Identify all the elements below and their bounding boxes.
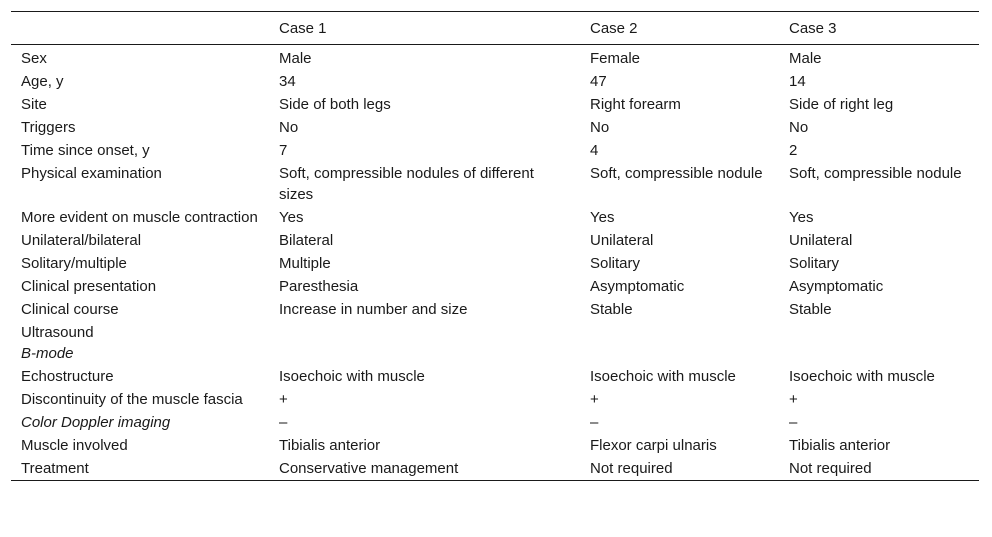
row-label: Triggers	[21, 119, 76, 136]
cell-case-3: 2	[789, 142, 798, 159]
cell-case-2: Right forearm	[590, 96, 681, 113]
cell-case-1: +	[279, 391, 288, 408]
cell-case-3: Solitary	[789, 255, 840, 272]
row-label: Echostructure	[21, 368, 114, 385]
cell-case-3: Tibialis anterior	[789, 437, 891, 454]
cell-case-1: Tibialis anterior	[279, 437, 381, 454]
clinical-cases-table	[11, 11, 979, 481]
row-label: More evident on muscle contraction	[21, 209, 258, 226]
cell-case-3: +	[789, 391, 798, 408]
cell-case-1: Conservative management	[279, 460, 459, 477]
row-label: Sex	[21, 50, 47, 67]
cell-case-2: Stable	[590, 301, 633, 318]
cell-case-2: Female	[590, 50, 641, 67]
table-row-age	[11, 70, 979, 93]
cell-case-3: 14	[789, 73, 806, 90]
cell-case-3	[779, 321, 979, 365]
cell-case-1: Soft, compressible nodules of different sizes	[279, 165, 534, 203]
table-row-sex	[11, 45, 979, 71]
cell-case-3: Unilateral	[789, 232, 853, 249]
cell-case-2: –	[590, 414, 599, 431]
table-row-color-doppler	[11, 411, 979, 434]
cell-case-3: Not required	[789, 460, 872, 477]
table-row-clinical-course	[11, 298, 979, 321]
subsection-label-b-mode: B-mode	[21, 345, 74, 362]
row-label: Physical examination	[21, 165, 162, 182]
cell-case-3: Yes	[789, 209, 814, 226]
cell-case-3: Side of right leg	[789, 96, 894, 113]
cell-case-2: Solitary	[590, 255, 641, 272]
header-cell-case-3: Case 3	[789, 19, 837, 37]
cell-case-1: Paresthesia	[279, 278, 359, 295]
table-row-muscle-involved	[11, 434, 979, 457]
cell-case-3: –	[789, 414, 798, 431]
row-label: Time since onset, y	[21, 142, 150, 159]
cell-case-2: Yes	[590, 209, 615, 226]
cell-case-3: Isoechoic with muscle	[789, 368, 935, 385]
cell-case-2: Flexor carpi ulnaris	[590, 437, 717, 454]
cell-case-1: Multiple	[279, 255, 331, 272]
cell-case-1: Bilateral	[279, 232, 334, 249]
cell-case-1: Isoechoic with muscle	[279, 368, 425, 385]
cell-case-1	[269, 321, 580, 365]
row-label: Site	[21, 96, 47, 113]
row-label: Age, y	[21, 73, 64, 90]
cell-case-1: Increase in number and size	[279, 301, 468, 318]
cell-case-3: Asymptomatic	[789, 278, 884, 295]
table-row-physical-examination	[11, 162, 979, 206]
cell-case-1: Yes	[279, 209, 304, 226]
table-row-clinical-presentation	[11, 275, 979, 298]
table-row-triggers	[11, 116, 979, 139]
cell-case-2: No	[590, 119, 610, 136]
cell-case-3: No	[789, 119, 809, 136]
header-row	[11, 12, 979, 45]
table-row-ultrasound	[11, 321, 979, 365]
cell-case-1: 7	[279, 142, 288, 159]
row-label: Clinical presentation	[21, 278, 157, 295]
row-label: Solitary/multiple	[21, 255, 127, 272]
cell-case-1: 34	[279, 73, 296, 90]
cell-case-2: Isoechoic with muscle	[590, 368, 736, 385]
cell-case-2: Unilateral	[590, 232, 654, 249]
cell-case-2: Not required	[590, 460, 673, 477]
cell-case-1: Male	[279, 50, 312, 67]
cell-case-1: Side of both legs	[279, 96, 391, 113]
table-row-site	[11, 93, 979, 116]
table-row-treatment	[11, 457, 979, 481]
cell-case-2: Asymptomatic	[590, 278, 685, 295]
row-label: Color Doppler imaging	[21, 414, 171, 431]
row-label: Clinical course	[21, 301, 119, 318]
table-row-time-since-onset	[11, 139, 979, 162]
table-row-fascia-discontinuity	[11, 388, 979, 411]
cell-case-3: Male	[789, 50, 822, 67]
row-label: Treatment	[21, 460, 89, 477]
cell-case-1: –	[279, 414, 288, 431]
table-row-solitary-multiple	[11, 252, 979, 275]
row-label: Muscle involved	[21, 437, 128, 454]
header-cell-case-2: Case 2	[590, 19, 638, 37]
cell-case-2: 4	[590, 142, 599, 159]
table-row-unilateral-bilateral	[11, 229, 979, 252]
cell-case-2: +	[590, 391, 599, 408]
table-row-echostructure	[11, 365, 979, 388]
header-cell-case-1: Case 1	[279, 19, 327, 37]
cell-case-2	[580, 321, 779, 365]
cell-case-1: No	[279, 119, 299, 136]
header-cell-label	[11, 12, 269, 45]
table-row-muscle-contraction	[11, 206, 979, 229]
cell-case-2: 47	[590, 73, 607, 90]
cell-case-3: Stable	[789, 301, 832, 318]
row-label: Unilateral/bilateral	[21, 232, 142, 249]
row-label: Discontinuity of the muscle fascia	[21, 391, 243, 408]
row-label	[11, 321, 269, 365]
cell-case-2: Soft, compressible nodule	[590, 165, 763, 182]
cell-case-3: Soft, compressible nodule	[789, 165, 962, 182]
table-container	[11, 11, 979, 481]
section-label-ultrasound: Ultrasound	[21, 324, 94, 341]
